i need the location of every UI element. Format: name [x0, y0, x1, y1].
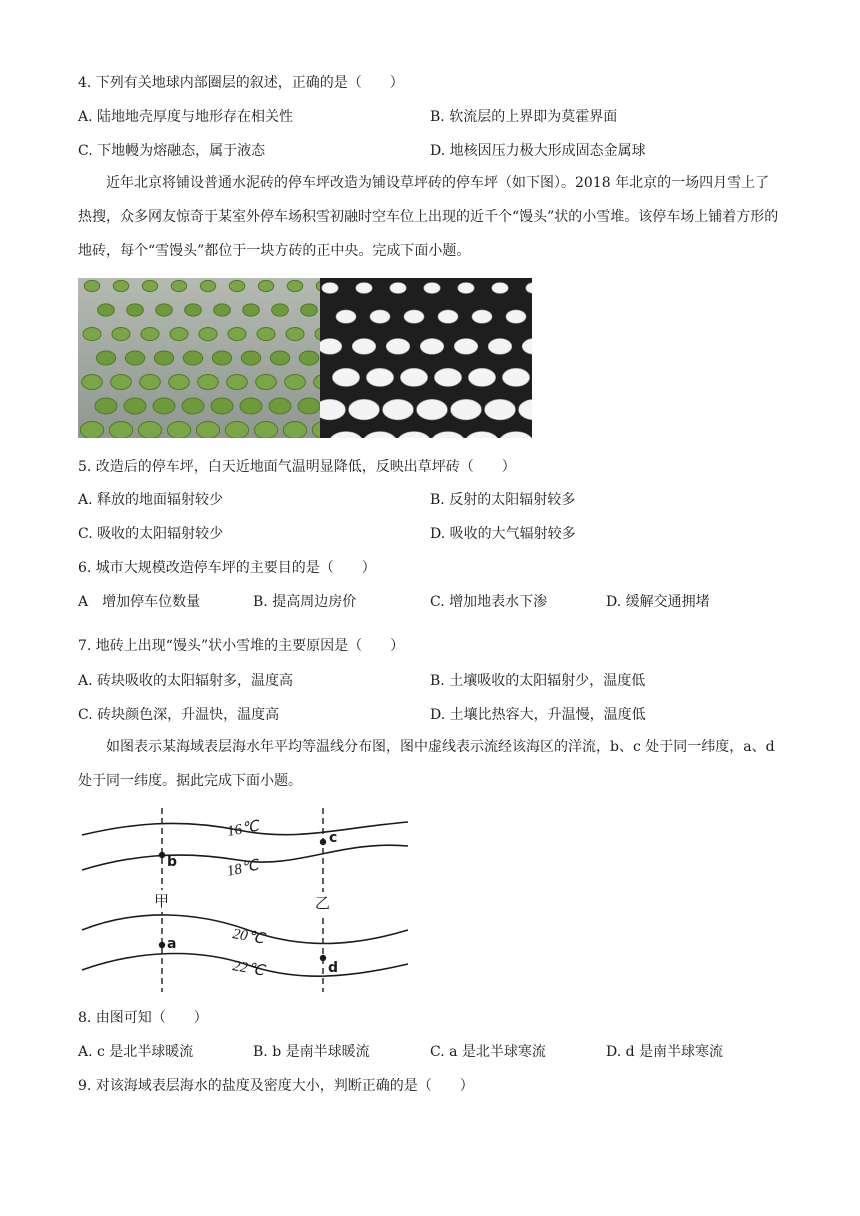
- question-8-stem: 8. 由图可知（ ）: [78, 1010, 208, 1026]
- question-7-option-b: B. 土壤吸收的太阳辐射少，温度低: [430, 673, 646, 689]
- question-5-option-c: C. 吸收的太阳辐射较少: [78, 526, 224, 542]
- question-7-option-c: C. 砖块颜色深，升温快，温度高: [78, 707, 280, 723]
- question-8-option-a: A. c 是北半球暖流: [78, 1044, 194, 1060]
- question-9-stem: 9. 对该海域表层海水的盐度及密度大小，判断正确的是（ ）: [78, 1078, 474, 1094]
- question-6-stem: 6. 城市大规模改造停车坪的主要目的是（ ）: [78, 560, 376, 576]
- isotherm-diagram-svg: [78, 800, 418, 1000]
- question-4-option-c: C. 下地幔为熔融态，属于液态: [78, 143, 266, 159]
- question-6-option-b: B. 提高周边房价: [253, 594, 357, 610]
- question-7-option-a: A. 砖块吸收的太阳辐射多，温度高: [78, 673, 294, 689]
- isotherm-diagram: [78, 800, 418, 1004]
- question-4-option-d: D. 地核因压力极大形成固态金属球: [430, 143, 646, 159]
- point-d-label: d: [328, 960, 339, 976]
- question-4-option-b: B. 软流层的上界即为莫霍界面: [430, 109, 618, 125]
- point-d-dot: [320, 955, 326, 961]
- question-6-option-d: D. 缓解交通拥堵: [606, 594, 710, 610]
- isotherm-label-20: 20℃: [231, 926, 266, 948]
- grass-paver-image: [78, 278, 320, 438]
- question-7-stem: 7. 地砖上出现“馒头”状小雪堆的主要原因是（ ）: [78, 638, 405, 654]
- isotherm-label-22: 22℃: [231, 958, 266, 980]
- snow-mound-photo: [320, 278, 532, 438]
- point-a-dot: [159, 942, 165, 948]
- snow-mound-image: [320, 278, 532, 438]
- question-7-option-d: D. 土壤比热容大，升温慢，温度低: [430, 707, 646, 723]
- question-8-option-d: D. d 是南半球寒流: [606, 1044, 724, 1060]
- grass-paver-photo: [78, 278, 320, 438]
- question-4-stem: 4. 下列有关地球内部圈层的叙述，正确的是（ ）: [78, 75, 404, 91]
- current-jia-label: 甲: [154, 892, 170, 910]
- isotherm-label-18: 18℃: [225, 857, 260, 880]
- current-yi-label: 乙: [315, 894, 331, 912]
- point-b-dot: [159, 852, 165, 858]
- passage-isotherm-map: 如图表示某海域表层海水年平均等温线分布图，图中虚线表示流经该海区的洋流，b、c 处于同一纬度，a、d 处于同一纬度。据此完成下面小题。: [78, 739, 775, 789]
- question-5-option-a: A. 释放的地面辐射较少: [78, 492, 224, 508]
- question-8-option-b: B. b 是南半球暖流: [253, 1044, 370, 1060]
- point-c-dot: [320, 839, 326, 845]
- question-6-option-a: A 增加停车位数量: [78, 594, 201, 610]
- question-5-option-d: D. 吸收的大气辐射较多: [430, 526, 576, 542]
- question-5-option-b: B. 反射的太阳辐射较多: [430, 492, 576, 508]
- point-b-label: b: [167, 854, 178, 870]
- question-5-stem: 5. 改造后的停车坪，白天近地面气温明显降低，反映出草坪砖（ ）: [78, 459, 516, 475]
- question-4-option-a: A. 陆地地壳厚度与地形存在相关性: [78, 109, 294, 125]
- passage-parking-lot: 近年北京将铺设普通水泥砖的停车坪改造为铺设草坪砖的停车坪（如下图）。2018 年北京的一场四月雪上了热搜，众多网友惊奇于某室外停车场积雪初融时空车位上出现的近千个“馒头”状的小雪堆。该停车场上铺着方形的地砖，每个“雪馒头”都位于一块方砖的正中央。完成下面小题。: [78, 175, 779, 259]
- isotherm-label-16: 16℃: [225, 818, 261, 840]
- point-a-label: a: [167, 936, 177, 952]
- question-8-option-c: C. a 是北半球寒流: [430, 1044, 546, 1060]
- point-c-label: c: [329, 830, 338, 846]
- question-6-option-c: C. 增加地表水下渗: [430, 594, 548, 610]
